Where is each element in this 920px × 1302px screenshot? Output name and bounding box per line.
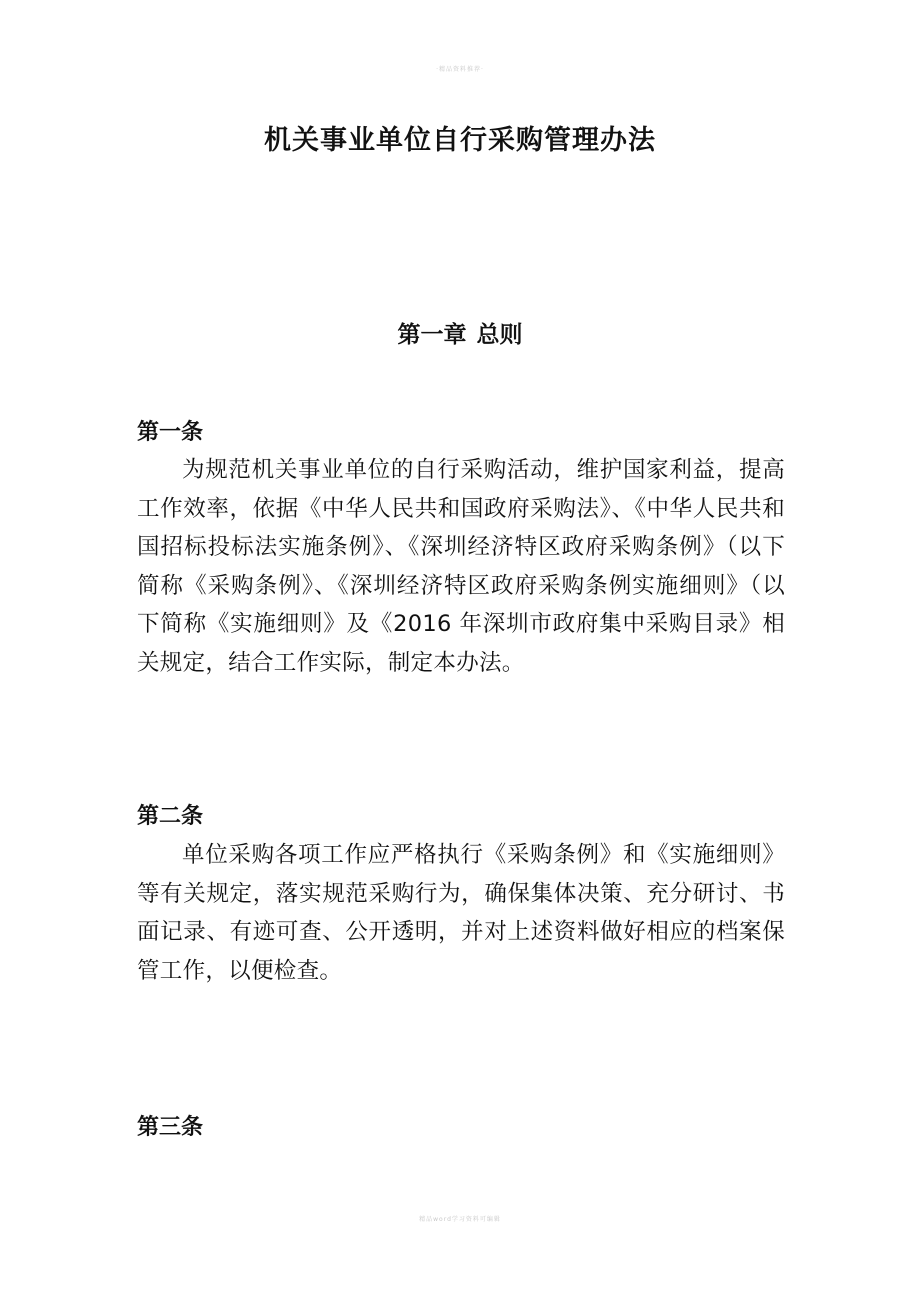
article-3-heading: 第三条 [137,1115,204,1140]
chapter-number: 第一章 [397,322,467,348]
footer-watermark: 精品word学习资料可编辑 [419,1216,501,1223]
chapter-heading [0,316,920,349]
article-2-heading: 第二条 [137,804,204,829]
article-2-body: 单位采购各项工作应严格执行《采购条例》和《实施细则》等有关规定，落实规范采购行为，确保集体决策、充分研讨、书面记录、有迹可查、公开透明，并对上述资料做好相应的档案保管工作，以便检查。 [137,842,785,984]
document-title: 机关事业单位自行采购管理办法 [264,125,656,156]
article-1-heading: 第一条 [137,420,204,445]
article-1-body: 为规范机关事业单位的自行采购活动，维护国家利益，提高工作效率，依据《中华人民共和国政府采购法》、《中华人民共和国招标投标法实施条例》、《深圳经济特区政府采购条例》（以下简称《采购条例》、《深圳经济特区政府采购条例实施细则》（以下简称《实施细则》及《2016 年深圳市政府集中采购目录》相关规定，结合工作实际，制定本办法。 [137,457,785,676]
header-watermark: ·精品资料推荐· [436,66,484,73]
chapter-name: 总则 [476,322,523,348]
